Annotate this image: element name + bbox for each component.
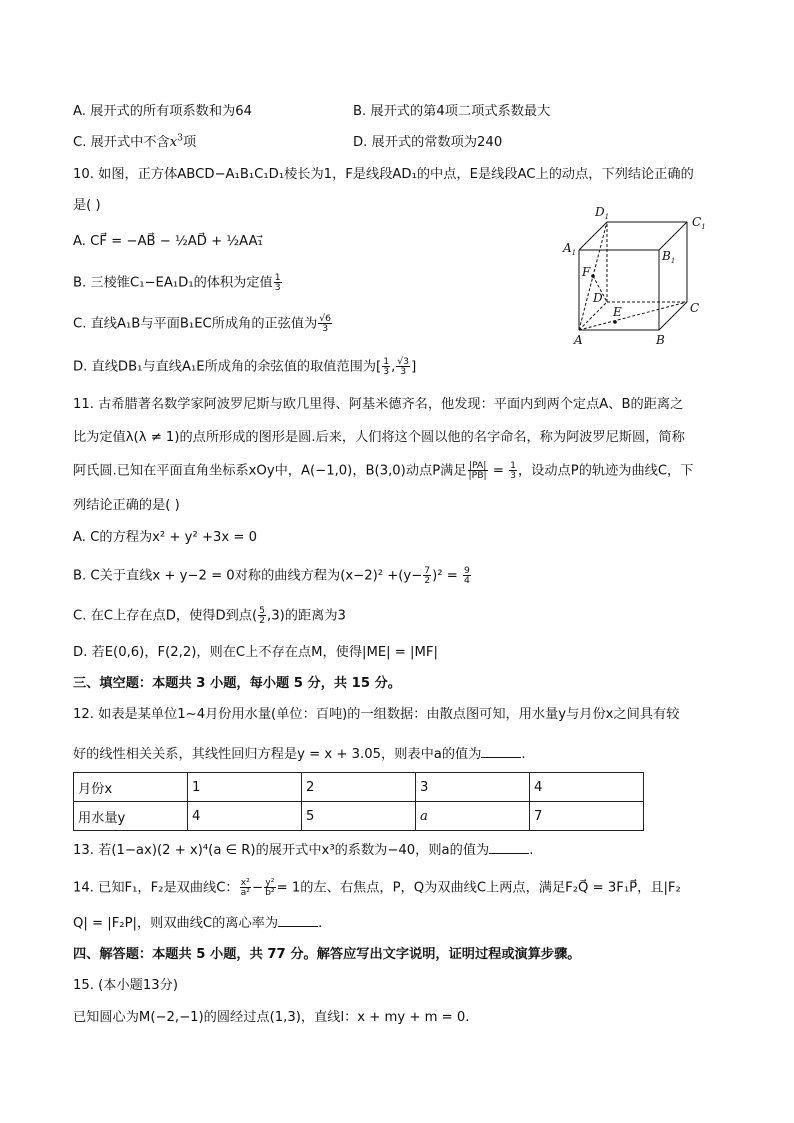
edge-a-d xyxy=(579,302,607,330)
q13-line: 13. 若(1−ax)(2 + x)⁴(a ∈ R)的展开式中x³的系数为−40，则a的值为 . xyxy=(73,843,534,858)
table-cell: 1 xyxy=(188,773,302,802)
label-c: C xyxy=(690,301,700,315)
q10-option-b: B. 三棱锥C₁−EA₁D₁的体积为定值 $\frac{1}{3}$ xyxy=(73,272,281,293)
edge-c-b xyxy=(659,302,687,330)
table-cell: a xyxy=(416,802,530,831)
q14-line1: 14. 已知F₁，F₂是双曲线C： $\frac{\text{x²}}{\text{a²}}$ − $\frac{\text{y²}}{\text{b²}}$ = 1的左、右焦点，P，Q为双曲线C上两点，满足F₂Q⃗ = 3F₁P⃗，且|F₂ xyxy=(73,877,681,898)
edge-c1-b1 xyxy=(659,222,687,250)
diag-a-c xyxy=(579,302,687,330)
q11-line2: 比为定值λ(λ ≠ 1)的点所形成的图形是圆.后来，人们将这个圆以他的名字命名，称为阿波罗尼斯圆，简称 xyxy=(73,430,685,445)
q14-line2: Q| = |F₂P|，则双曲线C的离心率为 . xyxy=(73,916,323,931)
label-a1: $A_1$ xyxy=(563,241,577,257)
label-f: F xyxy=(582,265,591,279)
q9-option-a: A. 展开式的所有项系数和为64 xyxy=(73,104,253,119)
label-d1: $D_1$ xyxy=(595,205,610,221)
q9-option-c: C. 展开式中不含$x^3$项 xyxy=(73,132,197,150)
table-cell: 5 xyxy=(302,802,416,831)
table-cell: 4 xyxy=(188,802,302,831)
table-cell: 用水量y xyxy=(74,802,188,831)
q12-line2: 好的线性相关关系，其线性回归方程是y = x + 3.05，则表中a的值为 . xyxy=(73,747,526,762)
q10-option-d: D. 直线DB₁与直线A₁E所成角的余弦值的取值范围为[ $\frac{1}{3}$ , $\frac{√3}{3}$ ] xyxy=(73,356,417,377)
q10-option-a: A. CF⃗ = −AB⃗ − ½AD⃗ + ½AA₁⃗ xyxy=(73,234,263,249)
table-row xyxy=(74,773,644,802)
q12-data-table xyxy=(73,772,644,831)
table-cell: 3 xyxy=(416,773,530,802)
q12-line1: 12. 如表是某单位1∼4月份用水量(单位：百吨)的一组数据：由散点图可知，用水量y与月份x之间具有较 xyxy=(73,707,680,722)
q11-option-d: D. 若E(0,6)，F(2,2)，则在C上不存在点M，使得|ME| = |MF| xyxy=(73,645,438,660)
table-row xyxy=(74,802,644,831)
q11-line1: 11. 古希腊著名数学家阿波罗尼斯与欧几里得、阿基米德齐名，他发现：平面内到两个定点A、B的距离之 xyxy=(73,397,684,412)
edge-a1-d1 xyxy=(579,222,607,250)
table-cell: 2 xyxy=(302,773,416,802)
q15-line1: 已知圆心为M(−2,−1)的圆经过点(1,3)，直线l：x + my + m = 0. xyxy=(73,1010,470,1025)
label-d: D xyxy=(593,291,603,305)
q9-option-b: B. 展开式的第4项二项式系数最大 xyxy=(353,104,551,119)
q11-line3: 阿氏圆.已知在平面直角坐标系xOy中，A(−1,0)，B(3,0)动点P满足 $\frac{|PA|}{|PB|}$ = $\frac{1}{3}$ ，设动点P的轨迹为曲线C，下 xyxy=(73,460,694,481)
label-b: B xyxy=(656,333,665,347)
q10-stem-line1: 10. 如图，正方体ABCD−A₁B₁C₁D₁棱长为1，F是线段AD₁的中点，E是线段AC上的动点，下列结论正确的 xyxy=(73,167,694,182)
q11-option-a: A. C的方程为x² + y² +3x = 0 xyxy=(73,530,258,545)
section-3-heading: 三、填空题：本题共 3 小题，每小题 5 分，共 15 分。 xyxy=(73,676,401,691)
label-b1: $B_1$ xyxy=(662,249,676,265)
label-c1: $C_1$ xyxy=(692,215,706,231)
table-cell: 7 xyxy=(530,802,644,831)
table-cell: 4 xyxy=(530,773,644,802)
cube-figure xyxy=(555,200,715,350)
point-f xyxy=(591,274,595,278)
label-e: E xyxy=(613,305,622,319)
q9-option-d: D. 展开式的常数项为240 xyxy=(353,135,503,150)
q11-option-c: C. 在C上存在点D，使得D到点( $\frac{5}{2}$ ,3)的距离为3 xyxy=(73,605,346,626)
q10-option-c: C. 直线A₁B与平面B₁EC所成角的正弦值为 $\frac{√6}{3}$ xyxy=(73,313,332,334)
label-a: A xyxy=(574,333,583,347)
point-e xyxy=(613,320,617,324)
q10-stem-line2: 是( ) xyxy=(73,198,101,213)
table-cell: 月份x xyxy=(74,773,188,802)
section-4-heading: 四、解答题：本题共 5 小题，共 77 分。解答应写出文字说明，证明过程或演算步骤。 xyxy=(73,947,581,962)
q15-title: 15. (本小题13分) xyxy=(73,978,178,993)
q11-option-b: B. C关于直线x + y−2 = 0对称的曲线方程为(x−2)² +(y− $\frac{7}{2}$ )² = $\frac{9}{4}$ xyxy=(73,565,470,586)
q11-line4: 列结论正确的是( ) xyxy=(73,498,180,513)
